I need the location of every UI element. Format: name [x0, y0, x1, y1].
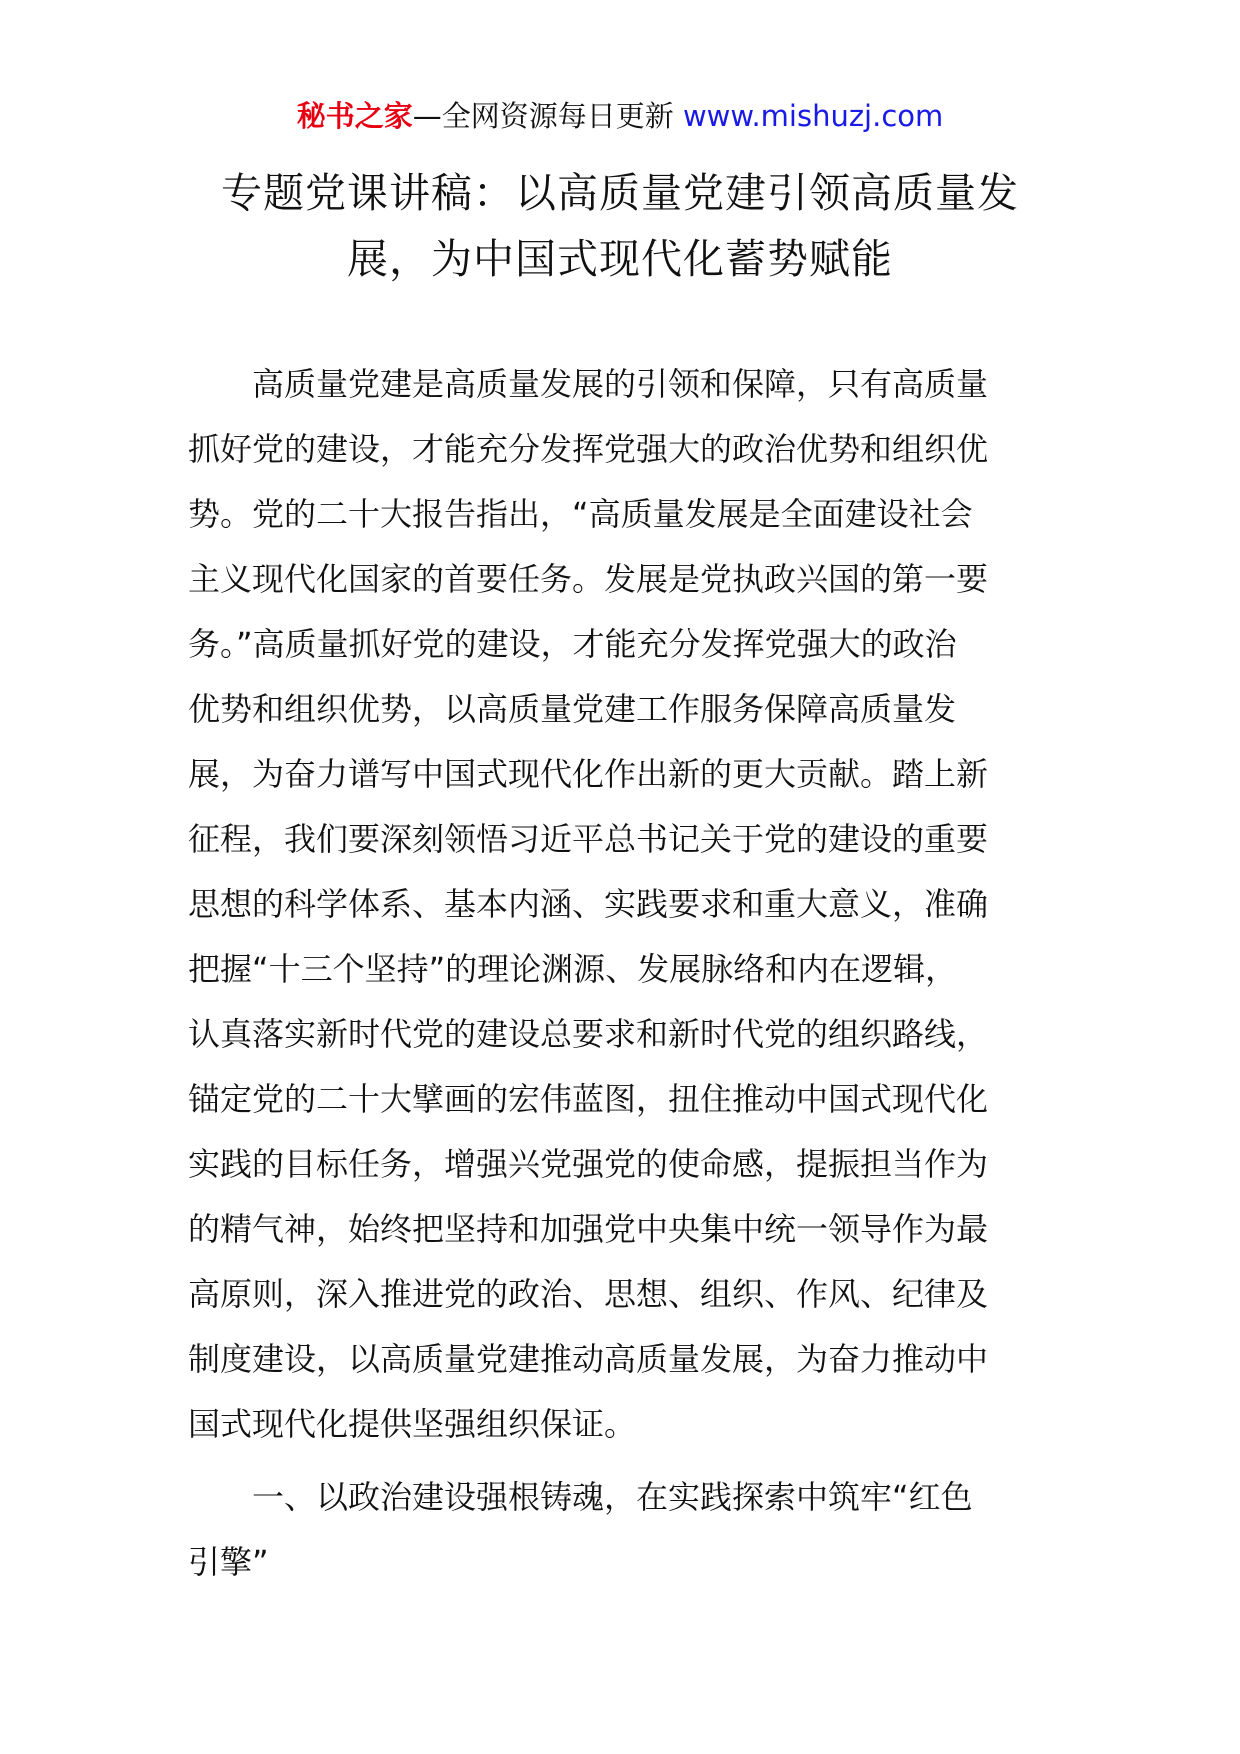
body-line: 势。党的二十大报告指出，“高质量发展是全面建设社会	[188, 495, 973, 533]
body-line: 实践的目标任务，增强兴党强党的使命感，提振担当作为	[188, 1145, 989, 1183]
document-title	[150, 160, 1090, 292]
body-line: 抓好党的建设，才能充分发挥党强大的政治优势和组织优	[188, 430, 989, 468]
body-line: 征程，我们要深刻领悟习近平总书记关于党的建设的重要	[188, 820, 989, 858]
body-paragraph	[188, 352, 1060, 1457]
body-line: 展，为奋力谱写中国式现代化作出新的更大贡献。踏上新	[188, 755, 989, 793]
body-line: 制度建设，以高质量党建推动高质量发展，为奋力推动中	[188, 1340, 989, 1378]
section-heading-line-2: 引擎”	[188, 1543, 269, 1581]
site-header	[0, 96, 1240, 136]
body-line: 高质量党建是高质量发展的引领和保障，只有高质量	[252, 365, 989, 403]
body-line: 主义现代化国家的首要任务。发展是党执政兴国的第一要	[188, 560, 989, 598]
body-line: 认真落实新时代党的建设总要求和新时代党的组织路线，	[188, 1015, 989, 1053]
body-line: 高原则，深入推进党的政治、思想、组织、作风、纪律及	[188, 1275, 989, 1313]
body-line: 国式现代化提供坚强组织保证。	[188, 1405, 637, 1443]
body-line: 思想的科学体系、基本内涵、实践要求和重大意义，准确	[188, 885, 989, 923]
body-line: 锚定党的二十大擘画的宏伟蓝图，扭住推动中国式现代化	[188, 1080, 989, 1118]
body-line: 务。”高质量抓好党的建设，才能充分发挥党强大的政治	[188, 625, 957, 663]
title-line-2: 展，为中国式现代化蓄势赋能	[347, 235, 893, 283]
site-url-link[interactable]: www.mishuzj.com	[682, 99, 944, 133]
body-line: 优势和组织优势，以高质量党建工作服务保障高质量发	[188, 690, 957, 728]
body-line: 的精气神，始终把坚持和加强党中央集中统一领导作为最	[188, 1210, 989, 1248]
section-heading-line-1: 一、以政治建设强根铸魂，在实践探索中筑牢“红色	[252, 1478, 973, 1516]
brand-name: 秘书之家	[296, 99, 413, 133]
header-tagline: —全网资源每日更新	[412, 99, 683, 133]
body-line: 把握“十三个坚持”的理论渊源、发展脉络和内在逻辑，	[188, 950, 958, 988]
title-line-1: 专题党课讲稿：以高质量党建引领高质量发	[221, 169, 1019, 217]
section-heading	[188, 1465, 1060, 1595]
